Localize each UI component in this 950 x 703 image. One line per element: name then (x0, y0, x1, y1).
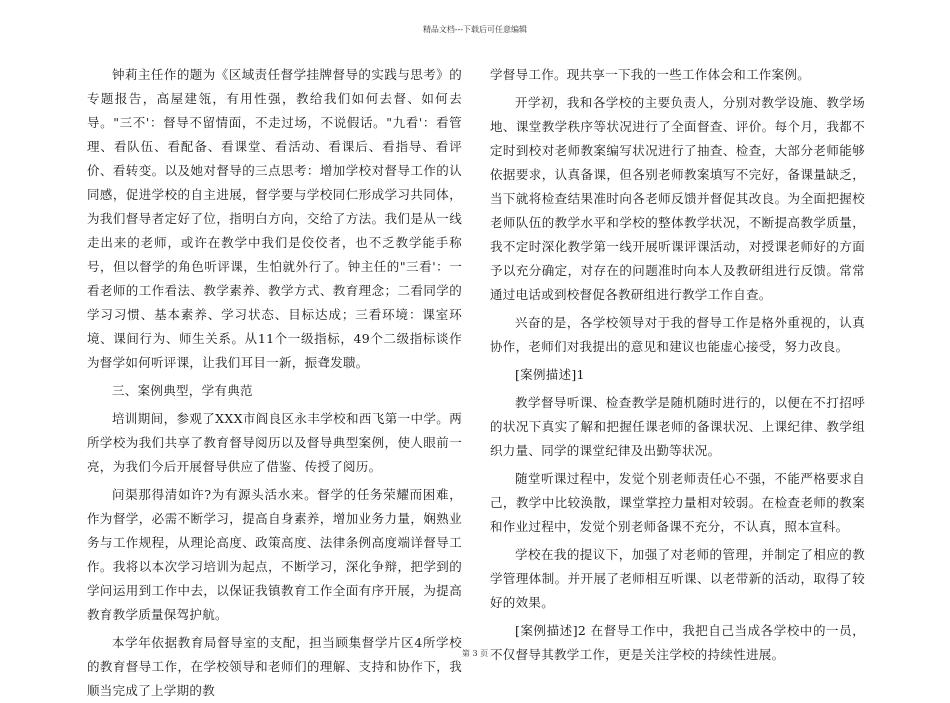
paragraph-school-visit: 培训期间，参观了XXX市阎良区永丰学校和西飞第一中学。两所学校为我们共享了教育督导阅历以及督导典型案例，使人眼前一亮，为我们今后开展督导供应了借鉴、传授了阅历。 (87, 411, 462, 474)
paragraph-school-support: 兴奋的是，各学校领导对于我的督导工作是格外重视的，认真协作，老师们对我提出的意见和建议也能虚心接受，努力改良。 (490, 315, 865, 354)
paragraph-inspection: 开学初，我和各学校的主要负责人，分别对教学设施、教学场地、课堂教学秩序等状况进行了全面督查、评价。每个月，我都不定时到校对老师教案编写状况进行了抽查、检查，大部分老师能够依据要求，认真备课，但各别老师教案填写不完好，备课量缺乏，当下就将检查结果准时向各老师反馈并督促其改良。为全面把握校老师队伍的教学水平和学校的整体教学状况，不断提高教学质量，我不定时深化教学第一线开展听课评课活动，对授课老师好的方面予以充分确定，对存在的问题准时向本人及教研组进行反馈。常常通过电话或到校督促各教研组进行教学工作自查。 (490, 95, 865, 302)
paragraph-case1-description: 教学督导听课、检查教学是随机随时进行的，以便在不打招呼的状况下真实了解和把握任课老师的备课状况、上课纪律、教学组织力量、同学的课堂纪律及出勤等状况。 (490, 395, 865, 458)
left-column (87, 63, 462, 703)
right-column (490, 63, 865, 667)
paragraph-case1-result: 学校在我的提议下，加强了对老师的管理，并制定了相应的教学管理体制。并开展了老师相互听课、以老带新的活动，取得了较好的效果。 (490, 547, 865, 610)
paragraph-school-year: 本学年依据教育局督导室的支配，担当顾集督学片区4所学校的教育督导工作，在学校领导和老师们的理解、支持和协作下，我顺当完成了上学期的教 (87, 635, 462, 698)
page-number: 第 3 页 (461, 649, 489, 658)
section-heading-cases: 三、案例典型，学有典范 (112, 383, 253, 398)
paragraph-case2: [案例描述]2 在督导工作中，我把自己当成各学校中的一员，不仅督导其教学工作，更是关注学校的持续性进展。 (490, 623, 865, 662)
paragraph-continuation: 学督导工作。现共享一下我的一些工作体会和工作案例。 (490, 67, 811, 82)
page-header: 精品文档---下载后可任意编辑 (422, 25, 528, 34)
paragraph-continuous-learning: 问渠那得清如许?为有源头活水来。督学的任务荣耀而困难，作为督学，必需不断学习，提高自身素养，增加业务力量，娴熟业务与工作规程，从理论高度、政策高度、法律条例高度端详督导工作。我将以本次学习培训为起点，不断学习，深化争辩，把学到的学问运用到工作中去，以保证我镇教育工作全面有序开展，为提高教育教学质量保驾护航。 (87, 487, 462, 622)
paragraph-report-summary: 钟莉主任作的题为《区域责任督学挂牌督导的实践与思考》的专题报告，高屋建瓴，有用性强，教给我们如何去督、如何去导。"三不'：督导不留情面，不走过场，不说假话。"九看'：看管理、看队伍、看配备、看课堂、看活动、看课后、看指导、看评价、看转变。以及她对督导的三点思考：增加学校对督导工作的认同感，促进学校的自主进展，督学要与学校同仁形成学习共同体，为我们督导者定好了位，指明白方向，交给了方法。我们是从一线走出来的老师，或许在教学中我们是佼佼者，也不乏教学能手称号，但以督学的角色听评课，生怕就外行了。钟主任的"三看'：一看老师的工作看法、教学素养、教学方式、教育理念；二看同学的学习习惯、基本素养、学习状态、目标达成；三看环境：课室环境、课间行为、师生关系。从11个一级指标，49个二级指标谈作为督学如何听评课，让我们耳目一新，振聋发聩。 (87, 67, 462, 370)
case-heading-1: [案例描述]1 (515, 367, 585, 382)
paragraph-case1-findings: 随堂听课过程中，发觉个别老师责任心不强，不能严格要求自己，教学中比较涣散，课堂掌控力量相对较弱。在检查老师的教案和作业过程中，发觉个别老师备课不充分，不认真，照本宣科。 (490, 471, 865, 534)
